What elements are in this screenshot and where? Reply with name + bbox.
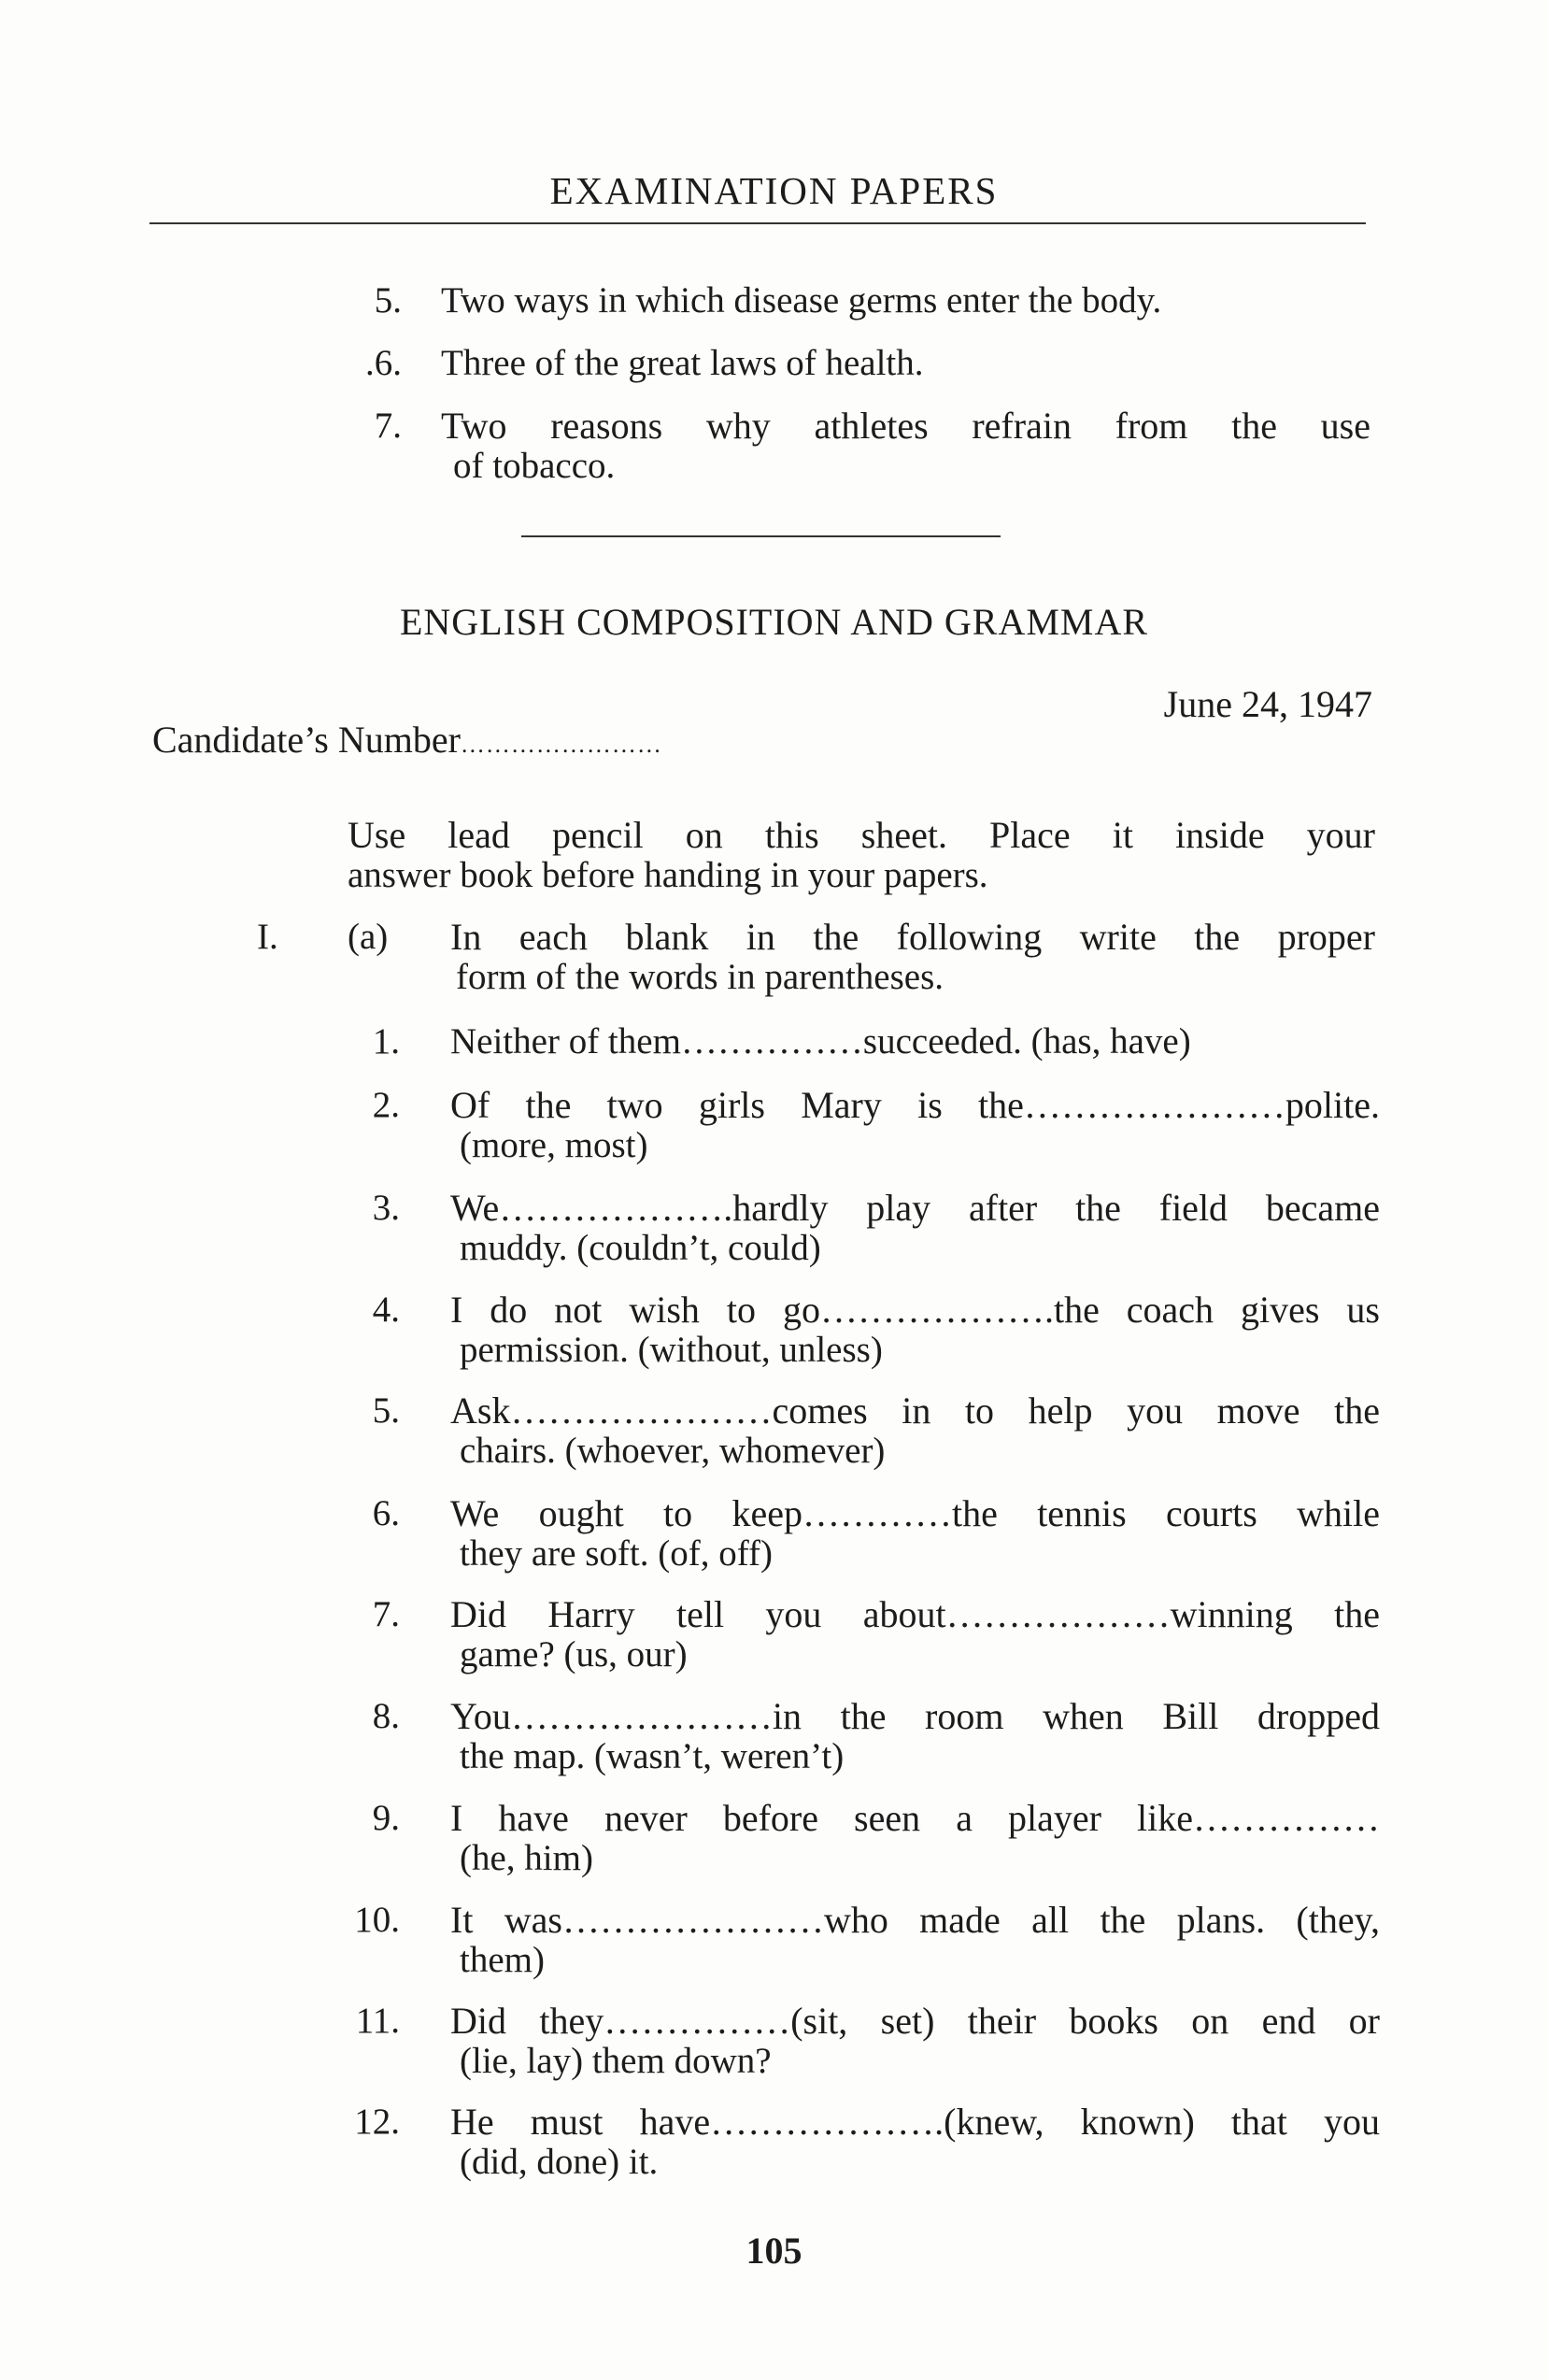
header-rule xyxy=(149,222,1366,224)
section-divider xyxy=(521,535,1001,537)
running-head: EXAMINATION PAPERS xyxy=(549,169,999,212)
question-text-cont: the map. (wasn’t, weren’t) xyxy=(460,1736,845,1776)
question-text: Did they……………(sit, set) their books on end or xyxy=(450,2000,1380,2042)
question-text-cont: (more, most) xyxy=(460,1125,648,1165)
part-instructions: In each blank in the following write the proper xyxy=(450,916,1375,958)
part-roman: I. xyxy=(257,917,278,957)
question-text-cont: game? (us, our) xyxy=(460,1634,688,1675)
part-letter: (a) xyxy=(348,917,389,957)
question-text-cont: they are soft. (of, off) xyxy=(460,1533,773,1574)
item-text: Three of the great laws of health. xyxy=(441,343,924,383)
item-number: .6. xyxy=(365,343,402,383)
item-text: Two ways in which disease germs enter the body. xyxy=(441,280,1162,321)
instructions-line-1: Use lead pencil on this sheet. Place it inside your xyxy=(348,814,1375,856)
question-text: Of the two girls Mary is the…………………polite. xyxy=(450,1084,1380,1126)
question-text-cont: (did, done) it. xyxy=(460,2142,659,2182)
item-number: 5. xyxy=(374,280,402,321)
candidate-number-line xyxy=(152,718,662,762)
candidate-blank: …………………… xyxy=(460,731,662,758)
page-number: 105 xyxy=(746,2230,802,2272)
question-text-cont: (he, him) xyxy=(460,1838,593,1878)
question-text: Did Harry tell you about………………winning the xyxy=(450,1593,1380,1635)
question-text: I have never before seen a player like…………… xyxy=(450,1797,1380,1839)
question-text-cont: permission. (without, unless) xyxy=(460,1330,883,1370)
section-title: ENGLISH COMPOSITION AND GRAMMAR xyxy=(399,601,1149,643)
candidate-label: Candidate’s Number xyxy=(152,719,461,761)
question-text: We……………….hardly play after the field became xyxy=(450,1187,1380,1229)
question-text: Ask…………………comes in to help you move the xyxy=(450,1390,1380,1432)
question-text: He must have……………….(knew, known) that you xyxy=(450,2101,1380,2143)
exam-date: June 24, 1947 xyxy=(1163,683,1372,725)
question-text-cont: (lie, lay) them down? xyxy=(460,2041,772,2081)
question-text: We ought to keep…………the tennis courts while xyxy=(450,1492,1380,1534)
question-text-cont: muddy. (couldn’t, could) xyxy=(460,1228,821,1268)
question-text-cont: them) xyxy=(460,1940,545,1980)
question-text: I do not wish to go……………….the coach gives us xyxy=(450,1289,1380,1331)
item-number: 7. xyxy=(374,406,402,446)
question-text: You…………………in the room when Bill dropped xyxy=(450,1695,1380,1737)
question-text: Neither of them……………succeeded. (has, have) xyxy=(450,1021,1191,1062)
question-text: It was…………………who made all the plans. (they, xyxy=(450,1899,1380,1941)
item-text: Two reasons why athletes refrain from the use xyxy=(441,405,1370,447)
question-text-cont: chairs. (whoever, whomever) xyxy=(460,1431,886,1471)
